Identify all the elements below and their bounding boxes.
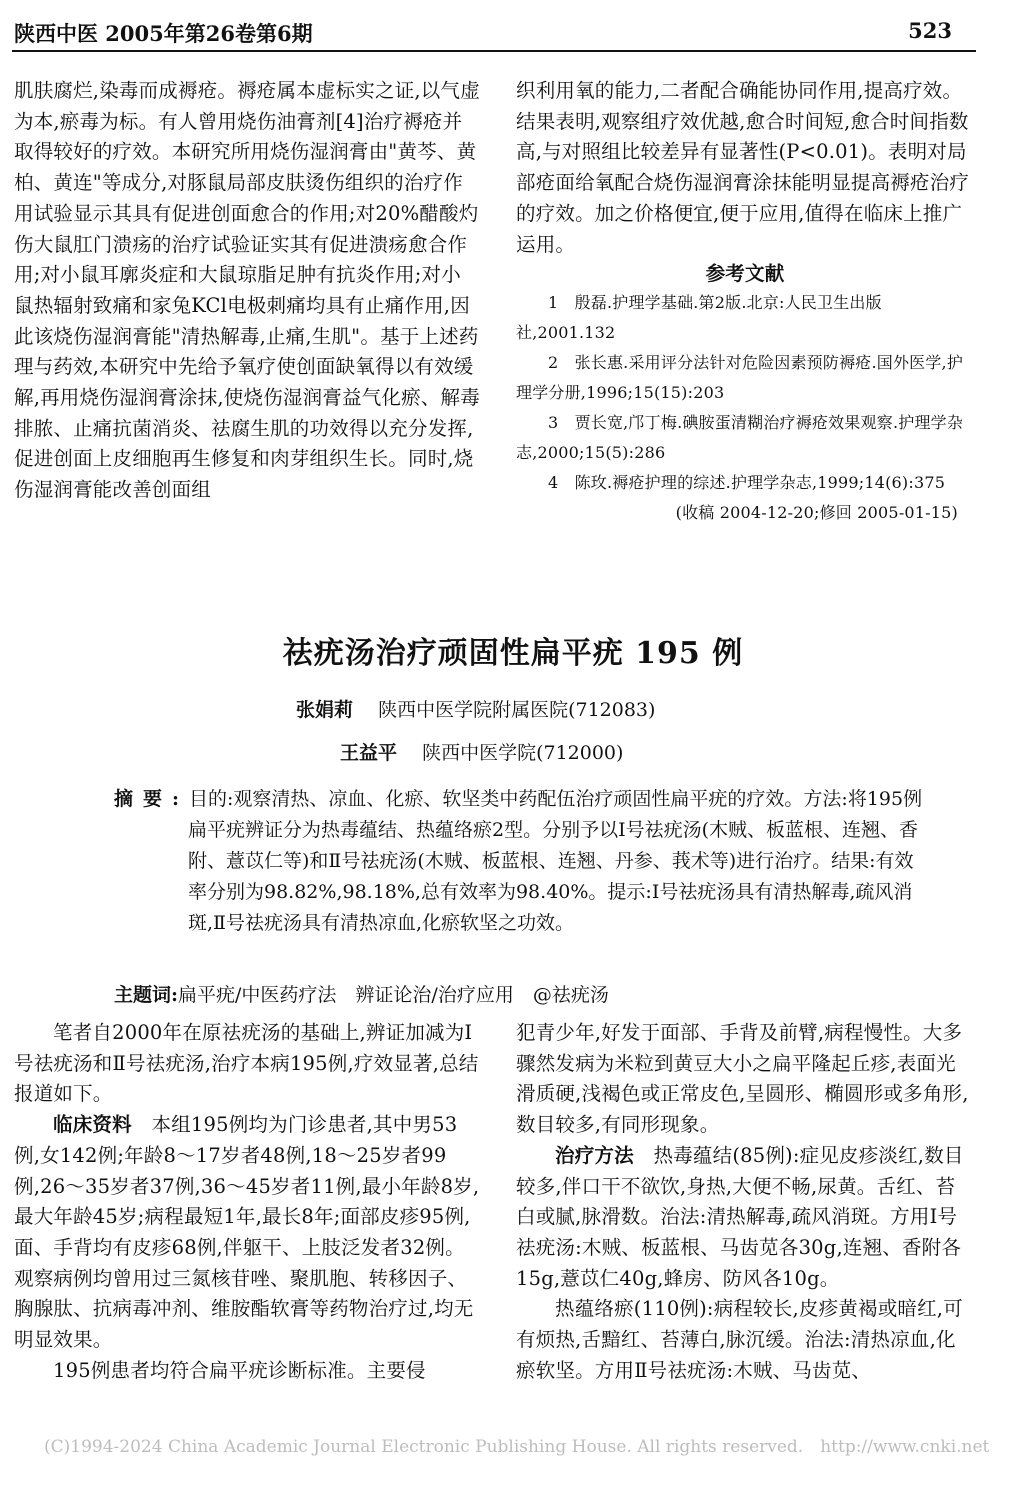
page-number: 523 (908, 18, 952, 43)
references-title: 参考文献 (705, 262, 785, 286)
body-paragraph: 织利用氧的能力,二者配合确能协同作用,提高疗效。结果表明,观察组疗效优越,愈合时间短,愈合时间指数高,与对照组比较差异有显著性(P<0.01)。表明对局部疮面给氧配合烧伤湿润膏涂抹能明显提高褥疮治疗的疗效。加之价格便宜,便于应用,值得在临床上推广运用。 (516, 79, 970, 256)
reference-item: 1 殷磊.护理学基础.第2版.北京:人民卫生出版社,2001.132 (516, 293, 882, 343)
article-title: 祛疣汤治疗顽固性扁平疣 195 例 (282, 636, 744, 671)
author-affiliation: 陕西中医学院附属医院(712083) (378, 699, 656, 721)
body-paragraph: 195例患者均符合扁平疣诊断标准。主要侵 (53, 1358, 426, 1382)
author-name: 王益平 (340, 742, 398, 764)
keywords-label: 主题词: (114, 984, 179, 1006)
body-paragraph: 临床资料 本组195例均为门诊患者,其中男53例,女142例;年龄8～17岁者48例,18～25岁者99例,26～35岁者37例,36～45岁者11例,最小年龄8岁,最大年龄45岁;病程最短1年,最长8年;面部皮疹95例,面、手背均有皮疹68例,伴躯干、上肢泛发者32例。观察病例均曾用过三氮核苷唑、聚肌胞、转移因子、胸腺肽、抗病毒冲剂、维胺酯软膏等药物治疗过,均无明显效果。 (14, 1113, 480, 1352)
reference-item: 4 陈玫.褥疮护理的综述.护理学杂志,1999;14(6):375 (548, 473, 946, 493)
previous-article-right-column (516, 76, 974, 528)
body-paragraph: 笔者自2000年在原祛疣汤的基础上,辨证加减为Ⅰ号祛疣汤和Ⅱ号祛疣汤,治疗本病195例,疗效显著,总结报道如下。 (14, 1021, 479, 1106)
author-affiliation: 陕西中医学院(712000) (422, 742, 624, 764)
keywords (114, 980, 924, 1007)
running-header (14, 18, 1014, 52)
abstract-label: 摘要: (114, 788, 190, 810)
section-heading: 治疗方法 (555, 1143, 634, 1167)
copyright-watermark: (C)1994-2024 China Academic Journal Electronic Publishing House. All rights reserved. http://www.cnki.net (44, 1437, 990, 1457)
received-dates: (收稿 2004-12-20;修回 2005-01-15) (675, 503, 958, 523)
header-rule (12, 50, 976, 52)
section-heading: 临床资料 (53, 1113, 132, 1137)
journal-issue: 陕西中医 2005年第26卷第6期 (14, 21, 313, 46)
article-left-column (14, 1018, 480, 1386)
author-line (340, 738, 623, 765)
body-paragraph: 热蕴络瘀(110例):病程较长,皮疹黄褐或暗红,可有烦热,舌黯红、苔薄白,脉沉缓。治法:清热凉血,化瘀软坚。方用Ⅱ号祛疣汤:木贼、马齿苋、 (516, 1297, 963, 1382)
body-paragraph: 肌肤腐烂,染毒而成褥疮。褥疮属本虚标实之证,以气虚为本,瘀毒为标。有人曾用烧伤油膏剂[4]治疗褥疮并取得较好的疗效。本研究所用烧伤湿润膏由"黄芩、黄柏、黄连"等成分,对豚鼠局部皮肤烫伤组织的治疗作用试验显示其具有促进创面愈合的作用;对20%醋酸灼伤大鼠肛门溃疡的治疗试验证实其有促进溃疡愈合作用;对小鼠耳廓炎症和大鼠琼脂足肿有抗炎作用;对小鼠热辐射致痛和家兔KCl电极刺痛均具有止痛作用,因此该烧伤湿润膏能"清热解毒,止痛,生肌"。基于上述药理与药效,本研究中先给予氧疗使创面缺氧得以有效缓解,再用烧伤湿润膏涂抹,使烧伤湿润膏益气化瘀、解毒排脓、止痛抗菌消炎、祛腐生肌的功效得以充分发挥,促进创面上皮细胞再生修复和肉芽组织生长。同时,烧伤湿润膏能改善创面组 (14, 79, 480, 502)
reference-item: 2 张长惠.采用评分法针对危险因素预防褥疮.国外医学,护理学分册,1996;15(15):203 (516, 353, 964, 403)
body-paragraph: 治疗方法 热毒蕴结(85例):症见皮疹淡红,数目较多,伴口干不欲饮,身热,大便不畅,尿黄。舌红、苔白或腻,脉滑数。治法:清热解毒,疏风消斑。方用Ⅰ号祛疣汤:木贼、板蓝根、马齿苋各30g,连翘、香附各15g,薏苡仁40g,蜂房、防风各10g。 (516, 1143, 964, 1290)
abstract (114, 784, 924, 939)
keywords-text: 扁平疣/中医药疗法 辨证论治/治疗应用 @祛疣汤 (178, 984, 609, 1006)
body-paragraph: 犯青少年,好发于面部、手背及前臂,病程慢性。大多骤然发病为米粒到黄豆大小之扁平隆起丘疹,表面光滑质硬,浅褐色或正常皮色,呈圆形、椭圆形或多角形,数目较多,有同形现象。 (516, 1021, 969, 1137)
author-name: 张娟莉 (296, 699, 354, 721)
previous-article-left-column (14, 76, 480, 506)
reference-item: 3 贾长宽,邝丁梅.碘胺蛋清糊治疗褥疮效果观察.护理学杂志,2000;15(5):286 (516, 413, 964, 463)
author-line (296, 695, 655, 722)
article-right-column (516, 1018, 974, 1386)
abstract-text: 目的:观察清热、凉血、化瘀、软坚类中药配伍治疗顽固性扁平疣的疗效。方法:将195例扁平疣辨证分为热毒蕴结、热蕴络瘀2型。分别予以Ⅰ号祛疣汤(木贼、板蓝根、连翘、香附、薏苡仁等)和Ⅱ号祛疣汤(木贼、板蓝根、连翘、丹参、莪术等)进行治疗。结果:有效率分别为98.82%,98.18%,总有效率为98.40%。提示:Ⅰ号祛疣汤具有清热解毒,疏风消斑,Ⅱ号祛疣汤具有清热凉血,化瘀软坚之功效。 (188, 788, 923, 934)
